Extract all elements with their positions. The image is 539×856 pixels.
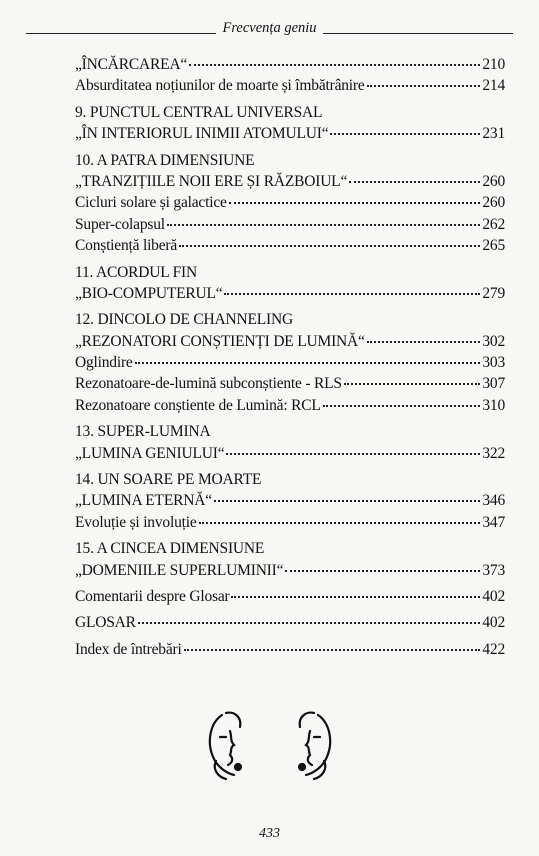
toc-entry [75,445,505,466]
toc-leader-dots [231,596,480,598]
toc-entry-page: 214 [482,77,505,95]
toc-entry [75,285,505,306]
toc-entry [75,588,505,609]
toc-entry-title: 9. PUNCTUL CENTRAL UNIVERSAL [75,103,323,121]
toc-entry-page: 322 [482,444,505,462]
toc-entry [75,152,505,173]
toc-leader-dots [285,570,480,572]
twin-faces-icon [200,707,340,783]
toc-leader-dots [367,85,481,87]
toc-entry-page: 346 [482,492,505,510]
toc-entry [75,423,505,444]
toc-entry [75,125,505,146]
toc-entry [75,216,505,237]
toc-entry-page: 262 [482,215,505,233]
toc-leader-dots [229,202,481,204]
toc-entry-title: Rezonatoare-de-lumină subconștiente - RLS [75,375,342,393]
table-of-contents [75,56,505,662]
toc-leader-dots [179,245,480,247]
toc-leader-dots [349,181,480,183]
toc-entry [75,397,505,418]
toc-entry-title: „REZONATORI CONȘTIENȚI DE LUMINĂ“ [75,332,365,350]
toc-entry-page: 265 [482,237,505,255]
toc-leader-dots [189,64,480,66]
toc-leader-dots [224,293,480,295]
toc-entry-title: Absurditatea noțiunilor de moarte și îmbătrânire [75,77,365,95]
toc-entry [75,333,505,354]
toc-entry-page: 402 [482,614,505,632]
toc-entry-title: 13. SUPER-LUMINA [75,423,211,441]
toc-entry-title: „DOMENIILE SUPERLUMINII“ [75,561,284,579]
toc-entry-title: „TRANZIȚIILE NOII ERE ȘI RĂZBOIUL“ [75,172,348,190]
toc-entry-title: „ÎN INTERIORUL INIMII ATOMULUI“ [75,125,329,143]
toc-leader-dots [330,133,480,135]
toc-entry-title: 11. ACORDUL FIN [75,263,198,281]
toc-entry-title: „BIO-COMPUTERUL“ [75,284,223,302]
toc-entry-page: 260 [482,172,505,190]
toc-entry [75,173,505,194]
toc-leader-dots [167,224,480,226]
toc-entry [75,237,505,258]
toc-leader-dots [226,453,480,455]
header-title: Frecvența geniu [222,19,317,36]
toc-entry-page: 231 [482,125,505,143]
toc-entry [75,77,505,98]
header-rule-right [323,33,513,34]
toc-entry-page: 302 [482,332,505,350]
toc-leader-dots [199,522,481,524]
toc-leader-dots [323,405,481,407]
toc-entry-page: 303 [482,354,505,372]
toc-entry-title: „ÎNCĂRCAREA“ [75,56,188,73]
toc-entry [75,562,505,583]
toc-entry [75,471,505,492]
toc-entry-title: „LUMINA ETERNĂ“ [75,492,212,510]
toc-entry [75,56,505,77]
toc-entry-page: 307 [482,375,505,393]
toc-entry-title: Index de întrebări [75,640,182,658]
toc-entry-title: Rezonatoare conștiente de Lumină: RCL [75,396,321,414]
header-rule-left [26,33,216,34]
toc-entry [75,514,505,535]
toc-entry-page: 422 [482,640,505,658]
toc-entry-title: GLOSAR [75,614,136,632]
running-header [26,16,513,40]
toc-entry-title: „LUMINA GENIULUI“ [75,444,225,462]
toc-entry [75,614,505,635]
toc-entry [75,194,505,215]
toc-entry-page: 373 [482,561,505,579]
toc-entry-title: Super-colapsul [75,215,165,233]
toc-leader-dots [367,341,481,343]
toc-entry-title: 15. A CINCEA DIMENSIUNE [75,540,265,558]
toc-entry-title: 12. DINCOLO DE CHANNELING [75,311,294,329]
toc-entry [75,375,505,396]
toc-entry-title: Cicluri solare și galactice [75,194,227,212]
toc-entry-page: 210 [482,56,505,73]
toc-entry [75,264,505,285]
toc-leader-dots [138,622,481,624]
toc-entry [75,492,505,513]
toc-entry-title: Comentarii despre Glosar [75,587,230,605]
toc-entry-page: 310 [482,396,505,414]
toc-entry [75,354,505,375]
toc-entry-page: 279 [482,284,505,302]
toc-entry-title: Conștiență liberă [75,237,178,255]
toc-entry-title: 10. A PATRA DIMENSIUNE [75,151,255,169]
toc-entry [75,641,505,662]
toc-entry [75,311,505,332]
toc-leader-dots [214,500,480,502]
toc-leader-dots [344,383,481,385]
toc-entry-page: 402 [482,587,505,605]
toc-entry-page: 260 [482,194,505,212]
toc-entry-page: 347 [482,513,505,531]
page-number: 433 [259,826,280,841]
toc-entry-title: Evoluție și involuție [75,513,197,531]
toc-entry-title: Oglindire [75,354,133,372]
toc-leader-dots [135,362,481,364]
toc-entry [75,540,505,561]
toc-entry [75,104,505,125]
toc-leader-dots [184,649,481,651]
toc-entry-title: 14. UN SOARE PE MOARTE [75,471,262,489]
